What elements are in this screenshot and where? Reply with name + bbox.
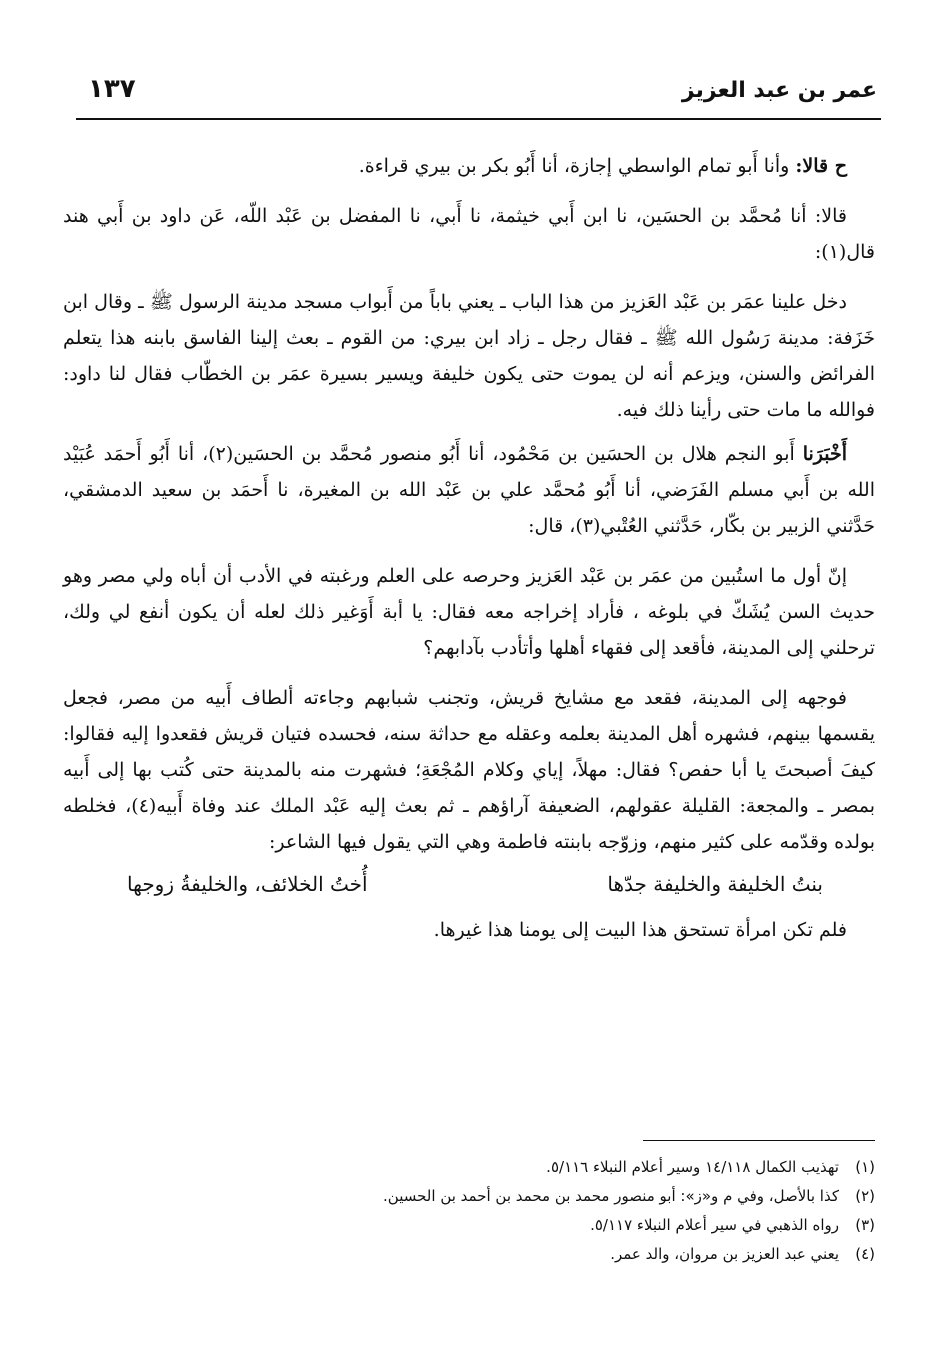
paragraph-6: فوجهه إلى المدينة، فقعد مع مشايخ قريش، وتجنب شبابهم وجاءته ألطاف أَبيه من مصر، فجعل يقسمها بينهم، فشهره أهل المدينة بعلمه وعقله مع حداثة سنه، فحسده فتيان قريش فقعدوا إليه فقالوا: كيفَ أصبحتَ يا أبا حفص؟ فقال: مهلاً، إياي وكلام المُجْعَةِ؛ فشهرت منه بالمدينة حتى كُتب بها إلى أَبيه بمصر ـ والمجعة: القليلة عقولهم، الضعيفة آراؤهم ـ ثم بعث إليه عَبْد الملك عند وفاة أَبيه(٤)، فخلطه بولده وقدّمه على كثير منهم، وزوّجه بابنته فاطمة وهي التي يقول فيها الشاعر: — [63, 687, 875, 853]
footnote-number: (٤) — [855, 1245, 875, 1263]
paragraph-1-lead: ح قالا: — [795, 155, 847, 177]
footnote-item — [63, 1183, 875, 1209]
paragraph-4 — [63, 436, 875, 544]
footnote-number: (٢) — [855, 1187, 875, 1205]
paragraph-1 — [63, 148, 875, 184]
footnote-text: رواه الذهبي في سير أعلام النبلاء ٥/١١٧. — [590, 1216, 839, 1234]
footnote-item — [63, 1154, 875, 1180]
footnote-text: يعني عبد العزيز بن مروان، والد عمر. — [610, 1245, 839, 1263]
paragraph-4-lead: أَخْبَرَنا — [802, 443, 848, 465]
footnote-text: كذا بالأصل، وفي م و«ز»: أبو منصور محمد بن محمد بن أحمد بن الحسين. — [383, 1187, 839, 1205]
verse-second-hemistich: أُختُ الخلائف، والخليفةُ زوجها — [127, 872, 368, 896]
paragraph-7: فلم تكن امرأة تستحق هذا البيت إلى يومنا هذا غيرها. — [433, 919, 847, 941]
verse-first-hemistich: بنتُ الخليفة والخليفة جدّها — [607, 872, 823, 896]
footnote-item — [63, 1241, 875, 1267]
footnote-text: تهذيب الكمال ١٤/١١٨ وسير أعلام النبلاء ٥/١١٦. — [546, 1158, 839, 1176]
footnote-number: (٣) — [855, 1216, 875, 1234]
paragraph-4-text: أَبو النجم هلال بن الحسَين بن مَحْمُود، أنا أَبُو منصور مُحمَّد بن الحسَين(٢)، أنا أَبُو أَحمَد عُبَيْد الله بن أَبي مسلم الفَرَضي، أنا أَبُو مُحمَّد علي بن عَبْد الله بن المغيرة، نا أَحمَد بن سعيد الدمشقي، حَدَّثني الزبير بن بكّار، حَدَّثني العُتْبي(٣)، قال: — [63, 443, 875, 537]
footnote-number: (١) — [855, 1158, 875, 1176]
main-text — [63, 148, 875, 948]
header-rule — [76, 118, 881, 120]
paragraph-5: إنّ أول ما استُبين من عمَر بن عَبْد العَزيز وحرصه على العلم ورغبته في الأدب أن أباه ولي مصر وهو حديث السن يُشَكّ في بلوغه ، فأراد إخراجه معه فقال: يا أبة أَوَغير ذلك لعله أن يكون أنفع لي ولك، ترحلني إلى المدينة، فأقعد إلى فقهاء أهلها وأتأدب بآدابهم؟ — [63, 565, 875, 659]
paragraph-3: دخل علينا عمَر بن عَبْد العَزيز من هذا الباب ـ يعني باباً من أَبواب مسجد مدينة الرسول ﷺ ـ وقال ابن خَزَفة: مدينة رَسُول الله ﷺ ـ فقال رجل ـ زاد ابن بيري: من القوم ـ بعث إلينا الفاسق بابنه هذا يتعلم الفرائض والسنن، ويزعم أنه لن يموت حتى يكون خليفة ويسير بسيرة عمَر بن الخطّاب فقال لنا داود: فوالله ما مات حتى رأينا ذلك فيه. — [63, 291, 875, 421]
footnote-item — [63, 1212, 875, 1238]
footnotes — [63, 1154, 875, 1270]
poetry-verse — [63, 866, 875, 902]
footnote-rule — [643, 1140, 875, 1141]
paragraph-2: قالا: أنا مُحمَّد بن الحسَين، نا ابن أَبي خيثمة، نا أَبي، نا المفضل بن عَبْد اللّه، عَن داود بن أَبي هند قال(١): — [63, 205, 875, 263]
running-title: عمر بن عبد العزيز — [681, 78, 877, 103]
page-number: ١٣٧ — [88, 74, 136, 104]
paragraph-1-text: وأنا أَبو تمام الواسطي إجازة، أنا أَبُو بكر بن بيري قراءة. — [358, 155, 796, 177]
